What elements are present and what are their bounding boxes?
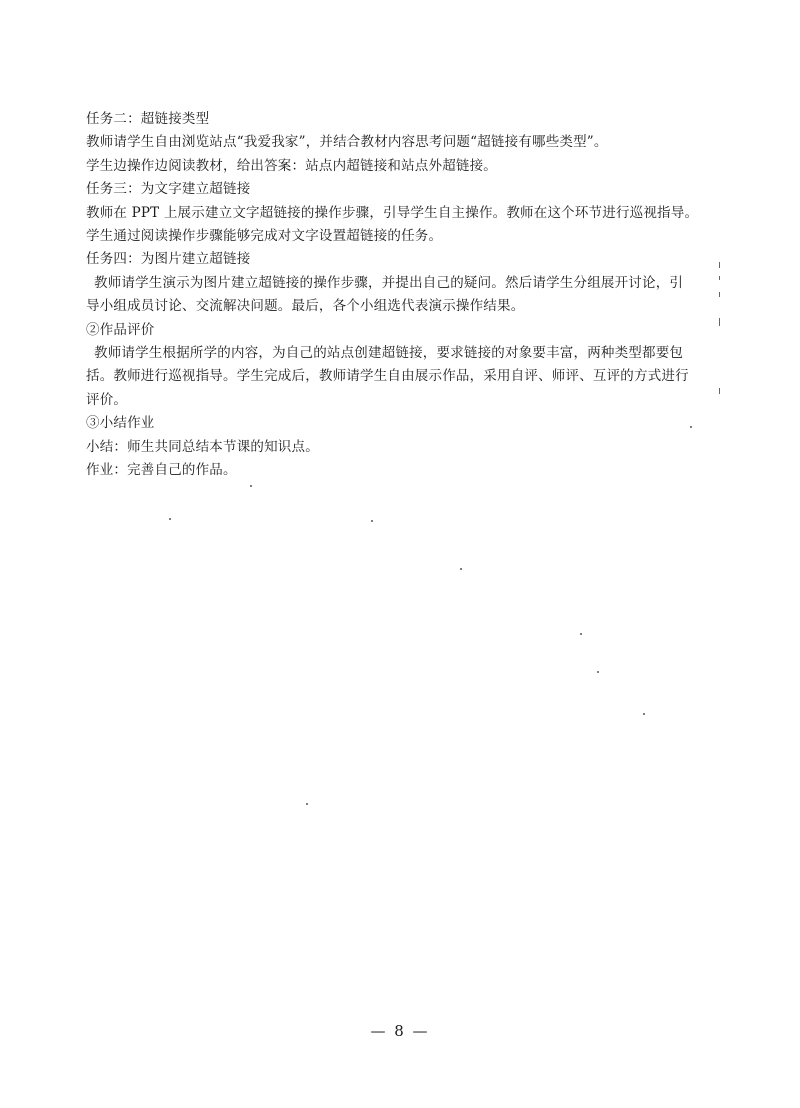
- scan-speck: [597, 671, 599, 673]
- scan-edge-mark: [719, 318, 720, 326]
- task-two-student-line: 学生边操作边阅读教材，给出答案：站点内超链接和站点外超链接。: [86, 157, 497, 174]
- task-two-heading: 任务二：超链接类型: [86, 111, 210, 127]
- task-two-teacher-line: 教师请学生自由浏览站点“我爱我家”，并结合教材内容思考问题“超链接有哪些类型”。: [86, 134, 608, 151]
- document-body: [86, 108, 706, 483]
- scan-edge-mark: [719, 292, 720, 297]
- scan-speck: [643, 713, 645, 715]
- task-three-teacher-line: 教师在 PPT 上展示建立文字超链接的操作步骤，引导学生自主操作。教师在这个环节进行巡视指导。: [86, 204, 699, 221]
- summary-heading: ③小结作业: [86, 415, 155, 432]
- scan-edge-mark: [719, 388, 720, 394]
- scan-speck: [460, 568, 462, 570]
- scan-edge-mark: [719, 262, 720, 268]
- page-number: — 8 —: [370, 1022, 430, 1040]
- task-three-heading: 任务三：为文字建立超链接: [86, 181, 251, 198]
- task-four-paragraph: 教师请学生演示为图片建立超链接的操作步骤，并提出自己的疑问。然后请学生分组展开讨论，引导小组成员讨论、交流解决问题。最后，各个小组选代表演示操作结果。: [86, 274, 684, 315]
- scan-edge-mark: [719, 276, 720, 280]
- scan-speck: [250, 485, 252, 487]
- homework-line: 作业：完善自己的作品。: [86, 462, 237, 479]
- scan-speck: [371, 520, 373, 522]
- evaluation-heading: ②作品评价: [86, 321, 155, 338]
- task-three-student-line: 学生通过阅读操作步骤能够完成对文字设置超链接的任务。: [86, 228, 443, 245]
- scan-speck: [306, 803, 308, 805]
- evaluation-paragraph: 教师请学生根据所学的内容，为自己的站点创建超链接，要求链接的对象要丰富，两种类型都要包括。教师进行巡视指导。学生完成后，教师请学生自由展示作品，采用自评、师评、互评的方式进行评价。: [86, 345, 689, 408]
- summary-line: 小结：师生共同总结本节课的知识点。: [86, 438, 319, 455]
- scan-speck: [690, 426, 692, 428]
- task-four-heading: 任务四：为图片建立超链接: [86, 251, 251, 268]
- scan-speck: [580, 633, 582, 635]
- scan-speck: [169, 518, 171, 520]
